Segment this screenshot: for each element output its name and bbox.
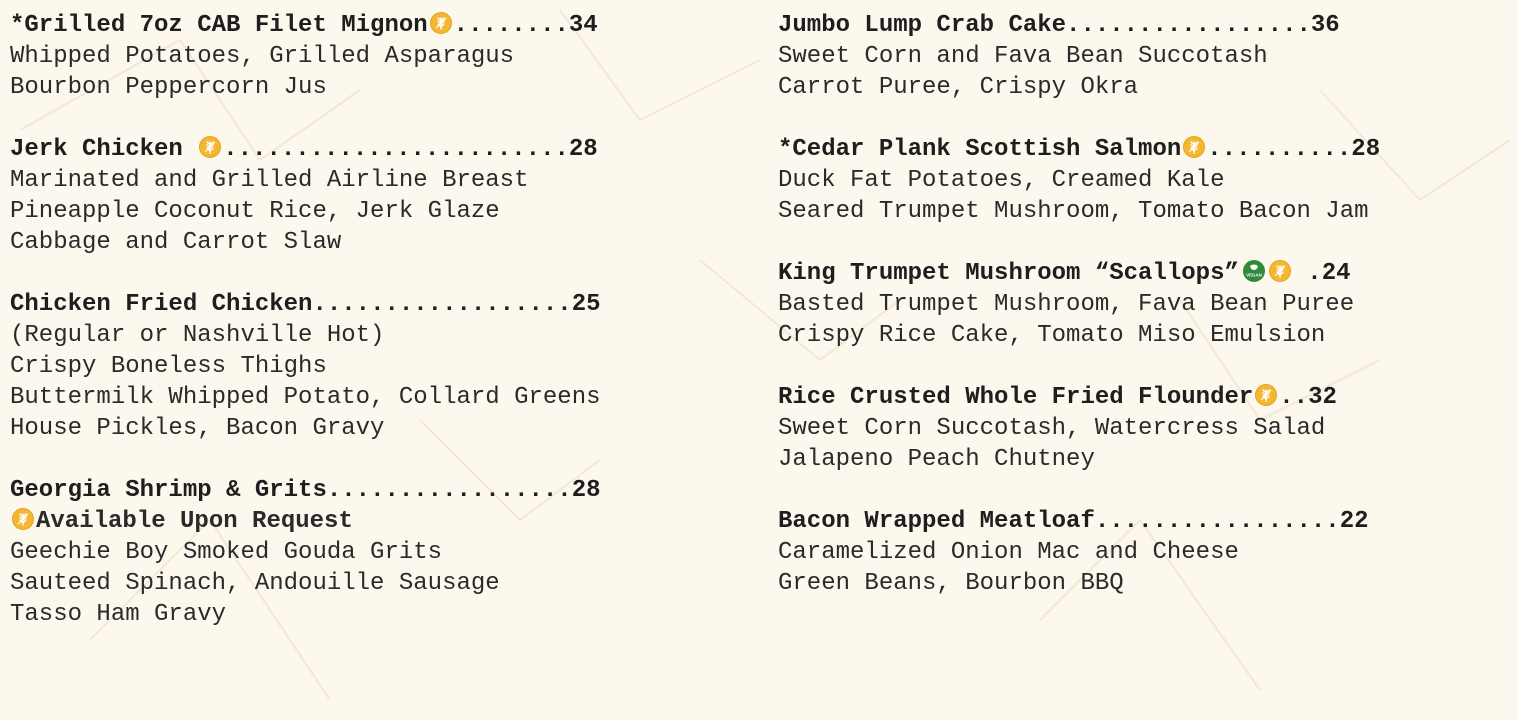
menu-item-price: 24 (1321, 260, 1351, 287)
menu-item (778, 134, 1380, 227)
menu-item-title (778, 382, 1380, 413)
menu-item-note-text: Available Upon Request (36, 508, 353, 535)
menu-item-description: Jalapeno Peach Chutney (778, 446, 1095, 473)
menu-item (778, 258, 1380, 351)
menu-item-name: Jerk Chicken (10, 136, 198, 163)
menu-item-price: 28 (1351, 136, 1381, 163)
gluten-free-icon (1269, 260, 1291, 282)
price-leader: . (1292, 260, 1322, 287)
menu-item (10, 475, 601, 630)
menu-item-title (10, 134, 601, 165)
menu-item-title (778, 258, 1380, 289)
menu-item-price: 28 (568, 136, 598, 163)
menu-item-description: Cabbage and Carrot Slaw (10, 229, 342, 256)
menu-item-description: Crispy Rice Cake, Tomato Miso Emulsion (778, 322, 1326, 349)
menu-item-description: (Regular or Nashville Hot) (10, 322, 385, 349)
menu-item-description: Pineapple Coconut Rice, Jerk Glaze (10, 198, 500, 225)
menu-item (10, 134, 601, 258)
menu-item-name: Bacon Wrapped Meatloaf (778, 508, 1095, 535)
menu-item-price: 36 (1310, 12, 1340, 39)
gluten-free-icon (12, 508, 34, 530)
menu-item-description: Bourbon Peppercorn Jus (10, 74, 327, 101)
gluten-free-icon (199, 136, 221, 158)
menu-item-title (778, 10, 1380, 41)
menu-item-name: Chicken Fried Chicken (10, 291, 313, 318)
menu-item (778, 10, 1380, 103)
gluten-free-icon (1255, 384, 1277, 406)
menu-item-name: *Grilled 7oz CAB Filet Mignon (10, 12, 428, 39)
menu-item-description: Buttermilk Whipped Potato, Collard Greens (10, 384, 601, 411)
menu-item-description: Whipped Potatoes, Grilled Asparagus (10, 43, 515, 70)
menu-item-name: King Trumpet Mushroom “Scallops” (778, 260, 1239, 287)
menu-item (10, 289, 601, 444)
vegan-icon (1243, 260, 1265, 282)
menu-item-price: 28 (571, 477, 601, 504)
menu-item-name: *Cedar Plank Scottish Salmon (778, 136, 1182, 163)
price-leader: .......... (1207, 136, 1352, 163)
menu-item-price: 22 (1339, 508, 1369, 535)
price-leader: .................. (312, 291, 572, 318)
menu-item-description: Duck Fat Potatoes, Creamed Kale (778, 167, 1225, 194)
menu-column-left (10, 10, 601, 661)
menu-item-description: Tasso Ham Gravy (10, 601, 227, 628)
menu-item-description: Crispy Boneless Thighs (10, 353, 327, 380)
gluten-free-icon (1183, 136, 1205, 158)
menu-item-description: Sweet Corn and Fava Bean Succotash (778, 43, 1268, 70)
menu-item-price: 32 (1308, 384, 1337, 411)
menu-item (10, 10, 601, 103)
menu-item-title (778, 506, 1380, 537)
menu-item (778, 506, 1380, 599)
gluten-free-icon (430, 12, 452, 34)
menu-item-description: Seared Trumpet Mushroom, Tomato Bacon Jam (778, 198, 1369, 225)
price-leader: ........................ (223, 136, 569, 163)
menu-item-description: Geechie Boy Smoked Gouda Grits (10, 539, 443, 566)
menu-item-description: Marinated and Grilled Airline Breast (10, 167, 529, 194)
menu-item-title (778, 134, 1380, 165)
menu-item-note (10, 506, 601, 537)
menu-item-description: Sauteed Spinach, Andouille Sausage (10, 570, 500, 597)
price-leader: ................. (1094, 508, 1340, 535)
menu-item (778, 382, 1380, 475)
svg-text:VEGAN: VEGAN (1246, 272, 1262, 278)
menu-item-description: House Pickles, Bacon Gravy (10, 415, 385, 442)
price-leader: ................. (326, 477, 572, 504)
menu-item-title (10, 10, 601, 41)
menu-column-right (778, 10, 1380, 630)
price-leader: ........ (453, 12, 569, 39)
menu-item-name: Rice Crusted Whole Fried Flounder (778, 384, 1254, 411)
menu-item-description: Caramelized Onion Mac and Cheese (778, 539, 1239, 566)
menu-item-description: Green Beans, Bourbon BBQ (778, 570, 1124, 597)
menu-item-title (10, 289, 601, 320)
menu-item-description: Basted Trumpet Mushroom, Fava Bean Puree (778, 291, 1355, 318)
menu-item-name: Jumbo Lump Crab Cake (778, 12, 1067, 39)
menu-item-description: Sweet Corn Succotash, Watercress Salad (778, 415, 1326, 442)
price-leader: .. (1279, 384, 1309, 411)
menu-item-name: Georgia Shrimp & Grits (10, 477, 327, 504)
price-leader: ................. (1066, 12, 1311, 39)
menu-item-price: 34 (568, 12, 598, 39)
menu-item-description: Carrot Puree, Crispy Okra (778, 74, 1139, 101)
menu-item-price: 25 (571, 291, 601, 318)
menu-item-title (10, 475, 601, 506)
